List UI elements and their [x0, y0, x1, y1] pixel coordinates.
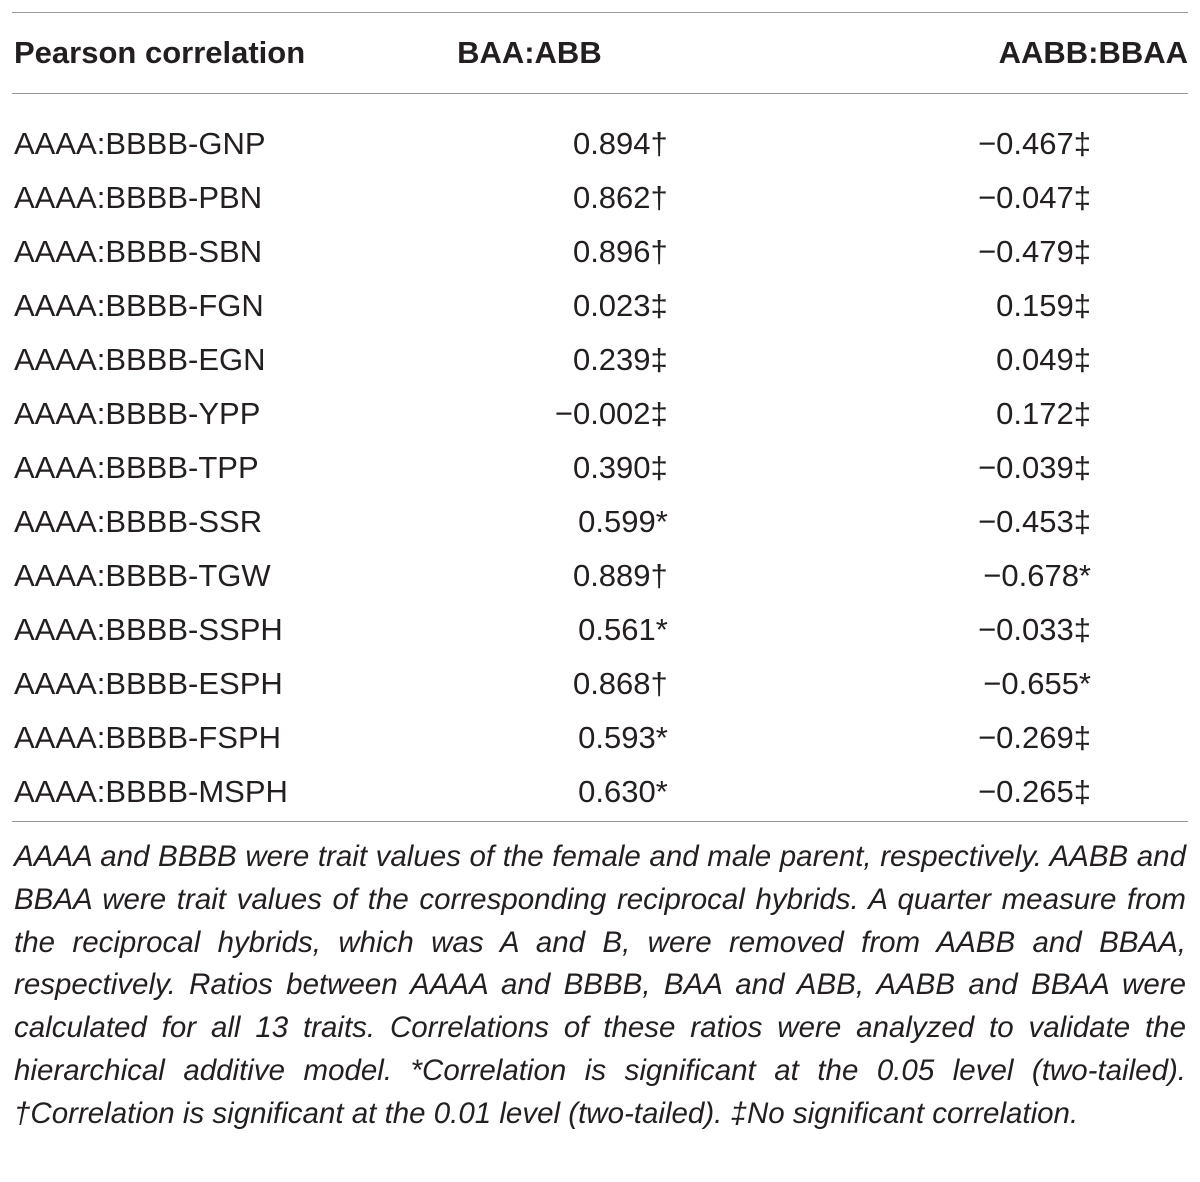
table-row: [14, 279, 1188, 333]
correlation-table: [14, 12, 1188, 819]
trait-ratio-cell: AAAA:BBBB-MSPH: [14, 774, 288, 809]
column-header-pearson-correlation: Pearson correlation: [14, 34, 306, 70]
trait-ratio-cell: AAAA:BBBB-YPP: [14, 396, 261, 431]
table-row: [14, 711, 1188, 765]
aabb-bbaa-value-cell: −0.047‡: [978, 180, 1091, 215]
trait-ratio-cell: AAAA:BBBB-GNP: [14, 126, 266, 161]
baa-abb-value-cell: 0.239‡: [572, 342, 668, 377]
aabb-bbaa-value-cell: −0.039‡: [978, 450, 1091, 485]
trait-ratio-cell: AAAA:BBBB-PBN: [14, 180, 263, 215]
table-row: [14, 441, 1188, 495]
baa-abb-value-cell: 0.862†: [572, 180, 668, 215]
aabb-bbaa-value-cell: −0.655*: [983, 666, 1091, 701]
baa-abb-value-cell: 0.630*: [578, 774, 668, 809]
table-body: [14, 93, 1188, 819]
table-row: [14, 333, 1188, 387]
baa-abb-value-cell: 0.868†: [572, 666, 668, 701]
table-row: [14, 171, 1188, 225]
baa-abb-value-cell: 0.894†: [572, 126, 668, 161]
aabb-bbaa-value-cell: −0.453‡: [978, 504, 1091, 539]
trait-ratio-cell: AAAA:BBBB-SSR: [14, 504, 263, 539]
aabb-bbaa-value-cell: −0.479‡: [978, 234, 1091, 269]
baa-abb-value-cell: 0.889†: [572, 558, 668, 593]
trait-ratio-cell: AAAA:BBBB-FSPH: [14, 720, 282, 755]
trait-ratio-cell: AAAA:BBBB-SSPH: [14, 612, 283, 647]
table-row: [14, 603, 1188, 657]
table-row: [14, 495, 1188, 549]
table-footnote: AAAA and BBBB were trait values of the female and male parent, respectively. AABB and BBAA were trait values of the corresponding reciprocal hybrids. A quarter measure from the reciprocal hybrids, which was A and B, were removed from AABB and BBAA, respectively. Ratios between AAAA and BBBB, BAA and ABB, AABB and BBAA were calculated for all 13 traits. Correlations of these ratios were analyzed to validate the hierarchical additive model. *Correlation is significant at the 0.05 level (two-tailed). †Correlation is significant at the 0.01 level (two-tailed). ‡No significant correlation.: [14, 840, 1186, 1130]
aabb-bbaa-value-cell: 0.049‡: [996, 342, 1091, 377]
baa-abb-value-cell: 0.561*: [578, 612, 668, 647]
aabb-bbaa-value-cell: −0.467‡: [978, 126, 1091, 161]
baa-abb-value-cell: 0.390‡: [572, 450, 668, 485]
trait-ratio-cell: AAAA:BBBB-FGN: [14, 288, 264, 323]
aabb-bbaa-value-cell: 0.172‡: [996, 396, 1091, 431]
table-row: [14, 225, 1188, 279]
aabb-bbaa-value-cell: 0.159‡: [996, 288, 1091, 323]
table-row: [14, 387, 1188, 441]
baa-abb-value-cell: 0.023‡: [572, 288, 668, 323]
aabb-bbaa-value-cell: −0.265‡: [978, 774, 1091, 809]
aabb-bbaa-value-cell: −0.678*: [983, 558, 1091, 593]
bottom-rule: [12, 821, 1188, 822]
trait-ratio-cell: AAAA:BBBB-ESPH: [14, 666, 283, 701]
baa-abb-value-cell: −0.002‡: [554, 396, 668, 431]
trait-ratio-cell: AAAA:BBBB-EGN: [14, 342, 266, 377]
aabb-bbaa-value-cell: −0.269‡: [978, 720, 1091, 755]
column-header-aabb-bbaa: AABB:BBAA: [998, 34, 1188, 70]
table-row: [14, 549, 1188, 603]
aabb-bbaa-value-cell: −0.033‡: [978, 612, 1091, 647]
table-row: [14, 657, 1188, 711]
trait-ratio-cell: AAAA:BBBB-TGW: [14, 558, 271, 593]
table-row: [14, 93, 1188, 171]
trait-ratio-cell: AAAA:BBBB-SBN: [14, 234, 263, 269]
baa-abb-value-cell: 0.599*: [578, 504, 668, 539]
trait-ratio-cell: AAAA:BBBB-TPP: [14, 450, 259, 485]
table-row: [14, 765, 1188, 819]
table-header-row: [14, 12, 1188, 93]
column-header-baa-abb: BAA:ABB: [457, 34, 602, 70]
baa-abb-value-cell: 0.593*: [578, 720, 668, 755]
baa-abb-value-cell: 0.896†: [572, 234, 668, 269]
